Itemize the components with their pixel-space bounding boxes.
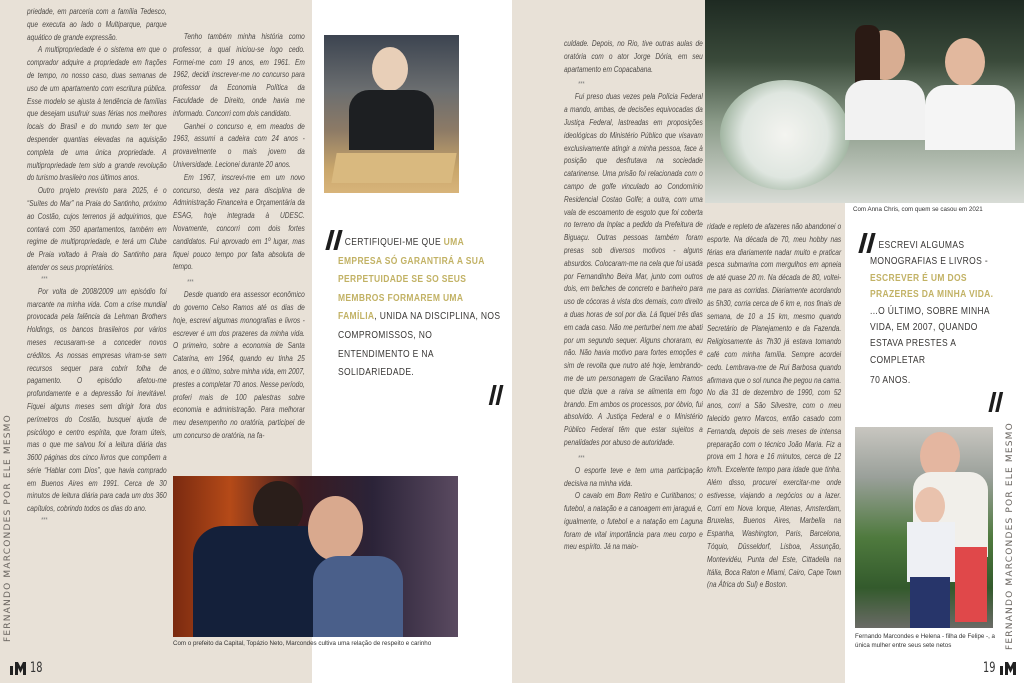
pull-quote-text: CERTIFIQUEI-ME QUE xyxy=(344,237,444,248)
magazine-logo-icon xyxy=(10,662,27,675)
paragraph: Desde quando era assessor econômico do governo Celso Ramos até os dias de hoje, escrevi algumas monografias e livros - escrever é um dos prazeres da minha vida. O primeiro, sobre a economia de Santa Catarina, em 1964, quando eu tinha 25 anos, e o último, sobre minha vida, em 2007, prestes a completar 70 anos. Nesse período, proferi mais de 100 palestras sobre economia e administração. Para melhorar meu desempenho no oratória, participei de um concurso de oratória, na fa- xyxy=(173,289,305,440)
paragraph: culdade. Depois, no Rio, tive outras aulas de oratória com o ator Jorge Dória, em seu apartamento em Copacabana. xyxy=(564,38,703,74)
paragraph: Ganhei o concurso e, em meados de 1963, assumi a cadeira com 24 anos - provavelmente o mais jovem da Universidade. Lecionei durante 20 anos. xyxy=(173,120,305,169)
photo-with-granddaughter xyxy=(855,427,993,628)
article-column-4 xyxy=(707,220,841,591)
pull-quote-highlight: UMA EMPRESA SÓ GARANTIRÁ A SUA PERPETUIDADE SE SO SEUS MEMBROS FORMAREM UMA FAMÍLIA xyxy=(338,237,485,323)
section-separator: *** xyxy=(578,454,585,462)
section-separator: *** xyxy=(41,517,48,525)
pull-quote-2 xyxy=(870,238,1004,414)
pull-quote-highlight: ESCREVER É UM DOS PRAZERES DA MINHA VIDA. xyxy=(870,272,994,301)
photo-caption: Com o prefeito da Capital, Topázio Neto, Marcondes cultiva uma relação de respeito e carinho xyxy=(173,640,432,647)
paragraph: Fui preso duas vezes pela Polícia Federal a mando, ambas, de decisões equivocadas da Justiça Federal, lastreadas em proposições ideológicas do Ministério Público que visavam exclusivamente atingir a minha pessoa, face à posição que desfrutava na sociedade catarinense. Uma prisão foi relacionada com o campo de golfe vinculado ao Condomínio Residencial Costao Golfe; a outra, com uma vala de escoamento de esgoto que foi coberta no terreno da Inplac a pedido da Prefeitura de Biguaçu. Outras pessoas também foram presas sob diversos motivos - alguns absurdos. Colocaram-me na cela que foi usada por Fernandinho Beira Mar, junto com outros dois, em beliches de concreto e banheiro para uso de cócoras à vista dos demais, com direito a duas horas de sol por dia. Lá fiquei três dias em cada caso. Não me perturbei nem me abati por um segundo sequer. Alguns choraram, eu não. Não havia motivo para fortes emoções e sim de revolta que nutro até hoje, lembrando-me de um personagem de Graciliano Ramos que dizia que a raiva se alimenta em fogo brando. Em ambos os processos, por óbvio, fui absolvido. A Justiça Federal e o Ministério Público Federal têm que estar sujeitos a penalidades por abuso de autoridade. xyxy=(564,91,703,447)
article-column-1 xyxy=(27,5,167,526)
paragraph: Outro projeto previsto para 2025, é o “Suítes do Mar” na Praia do Santinho, próximo ao Costão, cujos terrenos já adquirimos, que contará com 350 apartamentos, também em regime de multipropriedade, e terá um Clube de Praia voltado à Praia do Santinho para atender os seus proprietários. xyxy=(27,185,167,272)
paragraph: O esporte teve e tem uma participação decisiva na minha vida. xyxy=(564,464,703,488)
pull-quote xyxy=(338,234,505,407)
photo-with-mayor xyxy=(173,476,458,637)
photo-caption-top: Com Anna Chris, com quem se casou em 2021 xyxy=(853,206,983,213)
section-separator: *** xyxy=(41,275,48,283)
pull-quote-text-end: 70 ANOS. xyxy=(870,375,911,387)
running-title-right: FERNANDO MARCONDES POR ELE MESMO xyxy=(1005,422,1015,650)
close-quote-icon xyxy=(987,392,1004,412)
paragraph: ridade e repleto de afazeres não abandonei o esporte. Na década de 70, meu hobby nas férias era diariamente nadar muito e praticar pesca submarina com mergulhos em apneia de até quase 20 m. Na década de 80, voltei-me para as corridas. Diariamente acordando às 5h30, corria cerca de 6 km e, nos finais de semana, de 10 a 15 km, mesmo quando Secretário de Planejamento e da Fazenda. Religiosamente às 7h30 já estava tomando café com minha família. Sempre acordei cedo. Lembrava-me de Rui Barbosa quando afirmava que o sol nunca lhe pegou na cama. No dia 31 de dezembro de 1990, com 52 anos, corri a São Silvestre, com o meu falecido genro Marcos, então casado com Fernanda, depois de seis meses de intensa preparação com o técnico João Maria. Fiz a prova em 1 hora e 16 minutos, cerca de 12 km/h. Excelente tempo para idade que tinha. Além disso, procurei exercitar-me onde estivesse, viajando a negócios ou a lazer. Corri em Nova Iorque, Atenas, Amsterdam, Bruxelas, Buenos Aires, Marbella na Espanha, Washington, Paris, Barcelona, Tóquio, Düsseldorf, Lisboa, Assunção, Montevidéu, Punta del Este, Cittadella na Itália, Boca Raton e Miami, Cairo, Cape Town (na África do Sul) e Boston. xyxy=(707,221,842,590)
article-column-2 xyxy=(173,30,305,442)
pull-quote-body xyxy=(870,238,1004,390)
magazine-logo-icon xyxy=(1000,662,1017,675)
article-column-3 xyxy=(564,37,703,553)
running-title: FERNANDO MARCONDES POR ELE MESMO xyxy=(3,414,13,642)
section-separator: *** xyxy=(187,279,194,287)
pull-quote-body xyxy=(338,234,505,383)
close-quote-row xyxy=(870,392,1004,414)
photo-with-anna-chris xyxy=(705,0,1024,203)
page-number-right: 19 xyxy=(983,660,996,676)
pull-quote-text-end: , UNIDA NA DISCIPLINA, NOS COMPROMISSOS, NO ENTENDIMENTO E NA SOLIDARIEDADE. xyxy=(338,311,501,379)
paragraph: Por volta de 2008/2009 um episódio foi marcante na minha vida. Com a crise mundial provocada pela falência da Lehman Brothers Holdings, os bancos brasileiros por vários meses recusaram-se a conceder novos créditos. As nossas empresas viram-se sem recursos sequer para cobrir folha de pagamento. O episódio afetou-me profundamente e a depressão foi inevitável. Fiquei alguns meses sem dirigir fora dos perímetros do Costão, busquei ajuda de psicólogo e centro espírita, que foram úteis, mas o que me salvou foi a leitura diária das 3600 páginas dos cinco livros que compõem a série “Hablar com Dios”, que havia comprado em Buenos Aires em 1991. Cerca de 30 minutos de leitura diária para cada um dos 360 capítulos, cobrindo todos os dias do ano. xyxy=(27,285,167,514)
pull-quote-text-continued: ...O ÚLTIMO, SOBRE MINHA VIDA, EM 2007, QUANDO ESTAVA PRESTES A COMPLETAR xyxy=(870,305,990,366)
section-separator: *** xyxy=(578,81,585,89)
close-quote-row xyxy=(338,385,505,407)
page-number: 18 xyxy=(30,660,43,676)
paragraph: priedade, em parceria com a família Tedesco, que executa ao lado o Multiparque, parque aquático de grande expressão. xyxy=(27,6,167,42)
paragraph: Em 1967, inscrevi-me em um novo concurso, desta vez para disciplina de Administração Financeira e Orçamentária da ESAG, hoje integrada à UDESC. Novamente, concorri com dois fortes candidatos. Fui aprovado em 1º lugar, mas fiquei pouco tempo por falta absoluta de tempo. xyxy=(173,171,305,272)
photo-caption-bottom: Fernando Marcondes e Helena - filha de Felipe -, a única mulher entre seus sete netos xyxy=(855,633,995,649)
paragraph: Tenho também minha história como professor, a qual iniciou-se logo cedo. Formei-me com 19 anos, em 1961. Em 1962, decidi inscrever-me no concurso para professor da Economia Política da Faculdade de Direito, onde havia me informado. Concorri com dois candidato. xyxy=(173,31,305,118)
pull-quote-text: ESCREVI ALGUMAS MONOGRAFIAS E LIVROS - xyxy=(870,240,989,268)
photo-man-at-desk xyxy=(324,35,459,193)
paragraph: A multipropriedade é o sistema em que o comprador adquire a propriedade em frações de tempo, no nosso caso, duas semanas de uso de um apartamento com escritura pública. Esse modelo se ajusta à tendência de famílias que desejam usufruir suas férias nos melhores locais do Brasil e do mundo sem ter que despender quantias elevadas na aquisição completa de uma única propriedade. A multipropriedade tem sido a grande revolução do turismo brasileiro nos últimos anos. xyxy=(27,44,167,183)
paragraph: O cavalo em Bom Retiro e Curitibanos; o futebol, a natação e a canoagem em jaraguá e, igualmente, o futebol e a natação em Laguna foram de vital importância para meu corpo e meu espírito. Já na maio- xyxy=(564,490,703,552)
close-quote-icon xyxy=(488,385,505,405)
